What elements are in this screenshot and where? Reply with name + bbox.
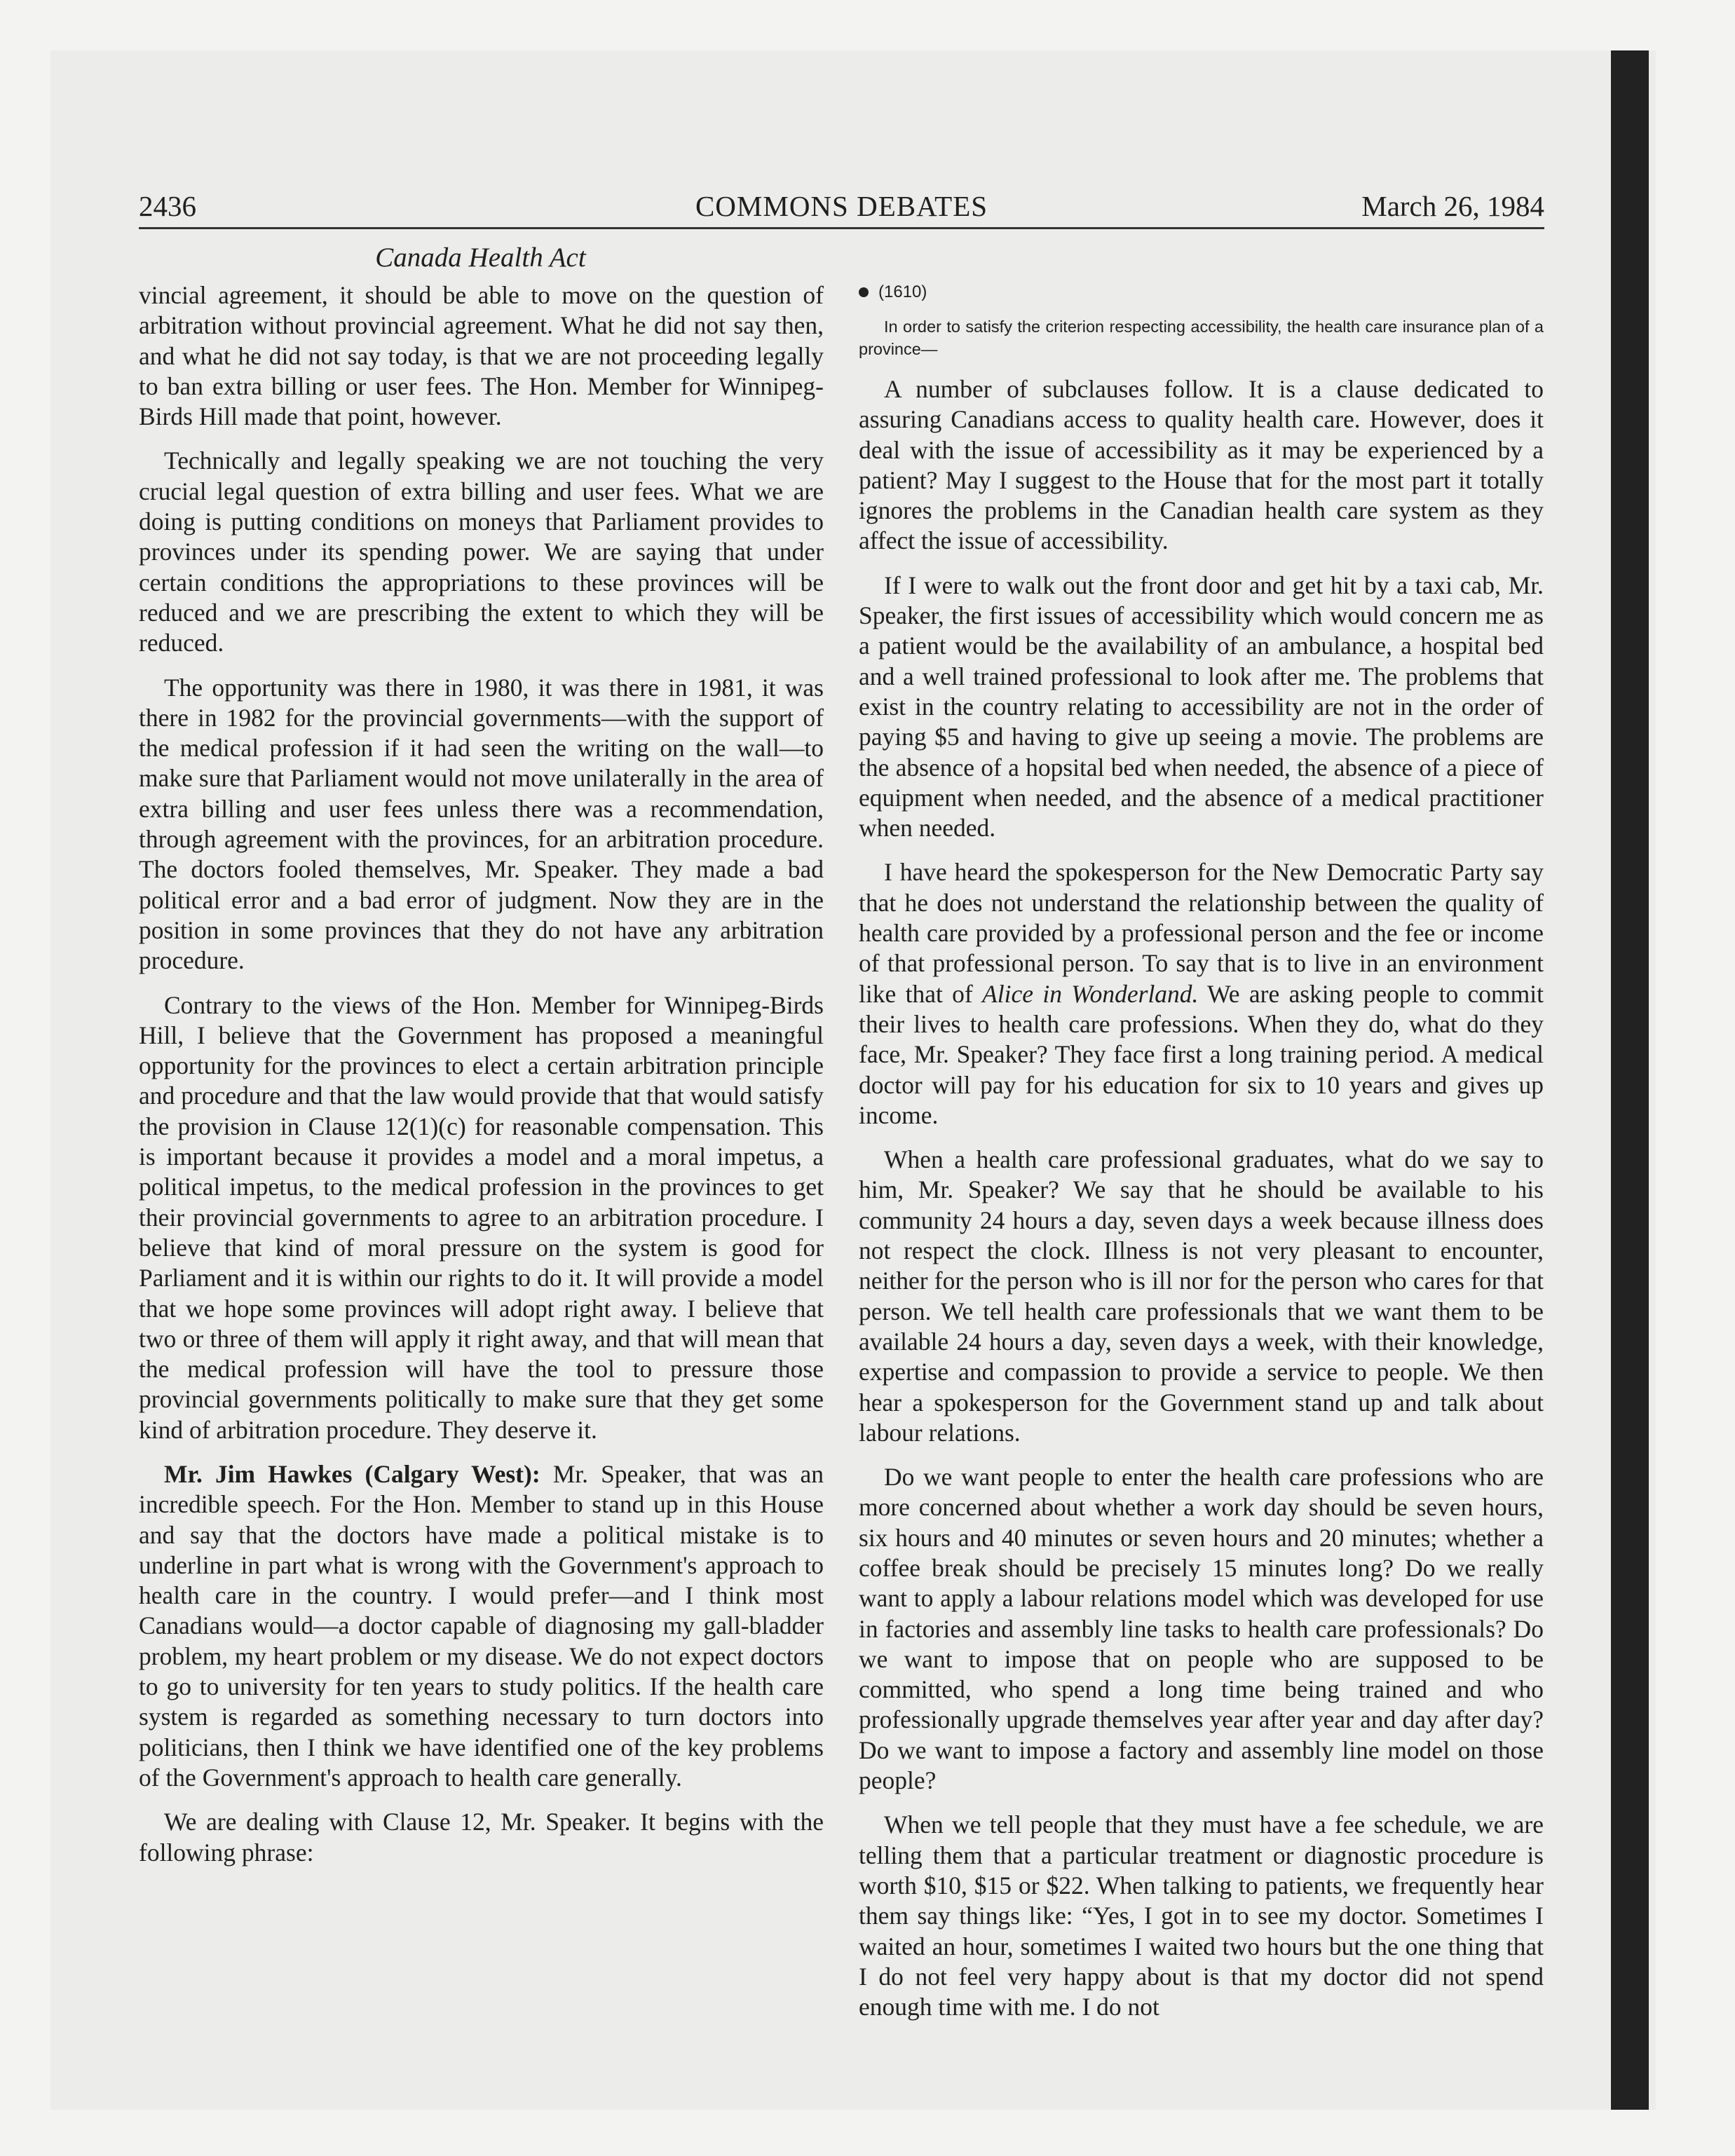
time-marker-text: (1610) xyxy=(878,282,927,301)
paragraph: Contrary to the views of the Hon. Member for Winnipeg-Birds Hill, I believe that the Government has proposed a meaningful opportunity for the provinces to elect a certain arbitration principle and procedure and that the law would provide that that would satisfy the provision in Clause 12(1)(c) for reasonable compensation. This is important because it provides a model and a moral impetus, a political impetus, to the medical profession in the provinces to get their provincial governments to agree to an arbitration procedure. I believe that kind of moral pressure on the system is good for Parliament and it is within our rights to do it. It will provide a model that we hope some provinces will adopt right away. I believe that two or three of them will apply it right away, and that will mean that the medical profession will have the tool to pressure those provincial governments politically to make sure that they get some kind of arbitration procedure. They deserve it. xyxy=(139,990,824,1444)
header-date: March 26, 1984 xyxy=(1361,190,1544,222)
paragraph: A number of subclauses follow. It is a clause dedicated to assuring Canadians access to quality health care. However, does it deal with the issue of accessibility as it may be experienced by a patient? May I suggest to the House that for the most part it totally ignores the problems in the Canadian health care system as they affect the issue of accessibility. xyxy=(859,375,1544,555)
paragraph xyxy=(859,857,1544,1131)
bullet-icon xyxy=(859,287,869,297)
paragraph: When a health care professional graduates, what do we say to him, Mr. Speaker? We say that he should be available to his community 24 hours a day, seven days a week because illness does not respect the clock. Illness is not very pleasant to encounter, neither for the person who is ill nor for the person who cares for that person. We tell health care professionals that we want them to be available 24 hours a day, seven days a week, with their knowledge, expertise and compassion to provide a service to people. We then hear a spokesperson for the Government stand up and talk about labour relations. xyxy=(859,1145,1544,1447)
binding-edge xyxy=(1611,50,1649,2110)
paragraph: When we tell people that they must have a fee schedule, we are telling them that a particular treatment or diagnostic procedure is worth $10, $15 or $22. When talking to patients, we frequently hear them say things like: “Yes, I got in to see my doctor. Sometimes I waited an hour, sometimes I waited two hours but the one thing that I do not feel very happy about is that my doctor did not spend enough time with me. I do not xyxy=(859,1810,1544,2021)
text-segment: I have heard the spokesperson for the New Democratic Party say that he does not understand the relationship between the quality of health care provided by a professional person and the fee or income of that professional person. To say that is to live in an environment like that of xyxy=(859,858,1544,1008)
quoted-clause: In order to satisfy the criterion respecting accessibility, the health care insurance plan of a province— xyxy=(859,318,1544,358)
right-column xyxy=(859,280,1544,2021)
paragraph: Technically and legally speaking we are not touching the very crucial legal question of extra billing and user fees. What we are doing is putting conditions on moneys that Parliament provides to provinces under its spending power. We are saying that under certain conditions the appropriations to these provinces will be reduced and we are prescribing the extent to which they will be reduced. xyxy=(139,446,824,657)
speaker-paragraph xyxy=(139,1459,824,1793)
page-number: 2436 xyxy=(139,190,196,222)
speech-text: Mr. Speaker, that was an incredible speech. For the Hon. Member to stand up in this House and say that the doctors have made a political mistake is to underline in part what is wrong with the Government's approach to health care in the country. I would prefer—and I think most Canadians would—a doctor capable of diagnosing my gall-bladder problem, my heart problem or my disease. We do not expect doctors to go to university for ten years to study politics. If the health care system is regarded as something necessary to turn doctors into politicians, then I think we have identified one of the key problems of the Government's approach to health care generally. xyxy=(139,1459,824,1792)
speaker-name: Mr. Jim Hawkes (Calgary West): xyxy=(164,1459,540,1488)
paragraph: If I were to walk out the front door and get hit by a taxi cab, Mr. Speaker, the first issues of accessibility which would concern me as a patient would be the availability of an ambulance, a hospital bed and a well trained professional to look after me. The problems that exist in the country relating to accessibility are not in the order of paying $5 and having to give up seeing a movie. The problems are the absence of a hopsital bed when needed, the absence of a piece of equipment when needed, and the absence of a medical practitioner when needed. xyxy=(859,571,1544,842)
paragraph: The opportunity was there in 1980, it was there in 1981, it was there in 1982 for the provincial governments—with the support of the medical profession if it had seen the writing on the wall—to make sure that Parliament would not move unilaterally in the area of extra billing and user fees unless there was a recommendation, through agreement with the provinces, for an arbitration procedure. The doctors fooled themselves, Mr. Speaker. They made a bad political error and a bad error of judgment. Now they are in the position in some provinces that they do not have any arbitration procedure. xyxy=(139,673,824,975)
paragraph: We are dealing with Clause 12, Mr. Speaker. It begins with the following phrase: xyxy=(139,1808,824,1867)
text-segment: We are asking people to commit their lives to health care professions. When they do, what do they face, Mr. Speaker? They face first a long training period. A medical doctor will pay for his education for six to 10 years and gives up income. xyxy=(859,979,1544,1129)
paragraph: Do we want people to enter the health care professions who are more concerned about whether a work day should be seven hours, six hours and 40 minutes or seven hours and 20 minutes; whether a coffee break should be precisely 15 minutes long? Do we really want to apply a labour relations model which was developed for use in factories and assembly line tasks to health care professionals? Do we want to impose that on people who are supposed to be committed, who spend a long time being trained and who professionally upgrade themselves year after year and day after day? Do we want to impose a factory and assembly line model on those people? xyxy=(859,1463,1544,1795)
section-title: Canada Health Act xyxy=(375,243,586,273)
page-header xyxy=(139,189,1544,229)
time-marker xyxy=(859,280,1544,304)
left-column xyxy=(139,280,824,1963)
italic-title: Alice in Wonderland. xyxy=(982,979,1199,1008)
running-title: COMMONS DEBATES xyxy=(695,190,988,222)
paragraph: vincial agreement, it should be able to move on the question of arbitration without provincial agreement. What he did not say then, and what he did not say today, is that we are not proceeding legally to ban extra billing or user fees. The Hon. Member for Winnipeg-Birds Hill made that point, however. xyxy=(139,281,824,431)
